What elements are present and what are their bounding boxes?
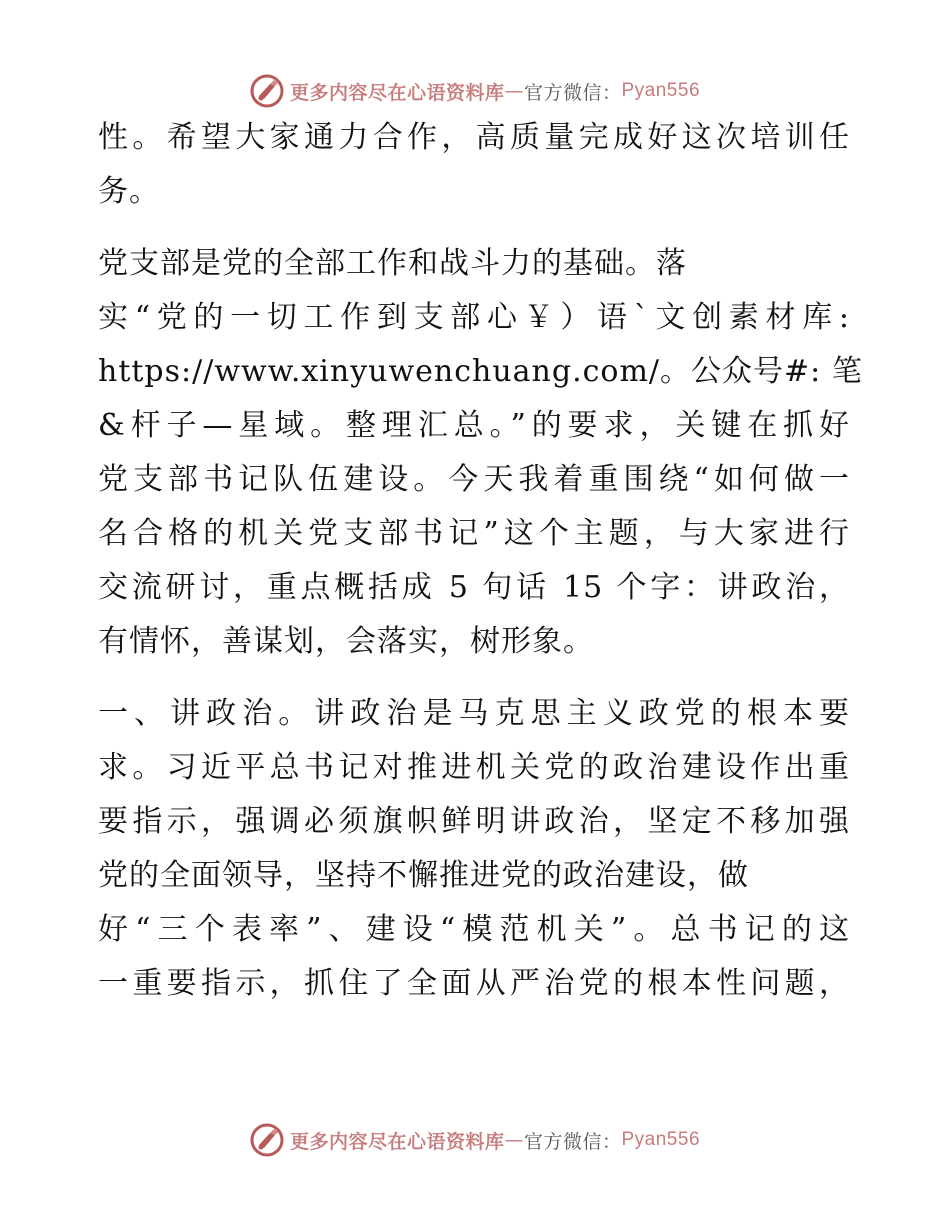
text-line: &杆子—星域。整理汇总。”的要求，关键在抓好 — [98, 408, 850, 443]
text-line: 实“党的一切工作到支部心￥）语`文创素材库: — [98, 300, 850, 335]
text-line: 务。 — [98, 174, 160, 209]
text-line: https://www.xinyuwenchuang.com/。公众号#: 笔 — [98, 354, 863, 389]
paragraph — [98, 246, 863, 659]
header-separator: — — [504, 80, 524, 102]
document-body — [98, 120, 863, 1023]
footer-main-text: 更多内容尽在心语资料库 — [289, 1130, 505, 1153]
header-sub-text: 官方微信： — [523, 81, 622, 104]
text-line: 好“三个表率”、建设“模范机关”。总书记的这 — [98, 912, 850, 947]
footer-separator: — — [504, 1129, 524, 1151]
text-line: 求。习近平总书记对推进机关党的政治建设作出重 — [98, 750, 850, 785]
text-line: 要指示，强调必须旗帜鲜明讲政治，坚定不移加强 — [98, 804, 850, 839]
text-line: 名合格的机关党支部书记”这个主题，与大家进行 — [98, 516, 850, 551]
paragraph — [98, 696, 850, 1001]
header-main-text: 更多内容尽在心语资料库 — [289, 81, 505, 104]
text-line: 党的全面领导，坚持不懈推进党的政治建设，做 — [98, 858, 749, 893]
brand-logo-icon — [250, 1123, 284, 1157]
brand-logo-icon — [250, 74, 284, 108]
text-line: 党支部书记队伍建设。今天我着重围绕“如何做一 — [98, 462, 850, 497]
header-id-text: Pyan556 — [621, 80, 701, 101]
footer-banner — [0, 1120, 950, 1160]
text-line: 一重要指示，抓住了全面从严治党的根本性问题， — [98, 966, 850, 1001]
header-banner — [0, 71, 950, 111]
text-line: 性。希望大家通力合作，高质量完成好这次培训任 — [98, 120, 850, 155]
text-line: 交流研讨，重点概括成 5 句话 15 个字：讲政治， — [98, 570, 850, 605]
text-line: 有情怀，善谋划，会落实，树形象。 — [98, 624, 594, 659]
text-line: 党支部是党的全部工作和战斗力的基础。落 — [98, 246, 687, 281]
paragraph — [98, 120, 850, 209]
text-line: 一、讲政治。讲政治是马克思主义政党的根本要 — [98, 696, 850, 731]
footer-id-text: Pyan556 — [621, 1129, 701, 1150]
footer-sub-text: 官方微信： — [523, 1130, 622, 1153]
